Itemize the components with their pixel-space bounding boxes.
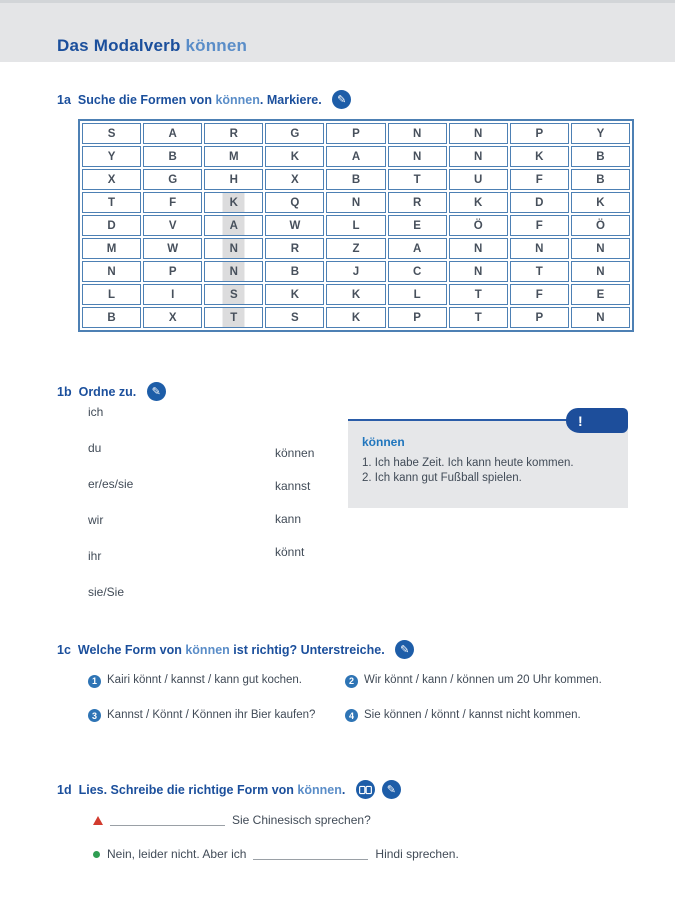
instruction-post: ist richtig? Unterstreiche. — [229, 642, 389, 657]
grid-cell: A — [326, 146, 385, 167]
grid-cell: N — [571, 307, 630, 328]
section-1d-instruction — [79, 783, 349, 797]
grid-row — [82, 238, 630, 259]
dialog-post-text: Sie Chinesisch sprechen? — [232, 813, 371, 827]
multiple-choice-item — [345, 709, 633, 723]
open-book-icon — [356, 780, 375, 799]
item-text: Kairi könnt / kannst / kann gut kochen. — [107, 674, 302, 686]
multiple-choice-item — [88, 674, 345, 688]
grid-cell: S — [265, 307, 324, 328]
grid-cell: A — [388, 238, 447, 259]
grid-cell: P — [143, 261, 202, 282]
grid-cell: D — [510, 192, 569, 213]
grid-cell: P — [510, 123, 569, 144]
grid-cell: S — [82, 123, 141, 144]
grid-row — [82, 146, 630, 167]
grid-cell: K — [204, 192, 263, 213]
grid-cell: N — [326, 192, 385, 213]
section-1a-number: 1a — [57, 92, 71, 107]
dialog-line — [93, 847, 459, 861]
multiple-choice-item — [88, 709, 345, 723]
pronoun-item: du — [88, 441, 102, 455]
grid-cell: D — [82, 215, 141, 236]
dialog-lines — [93, 813, 459, 881]
grid-row — [82, 215, 630, 236]
grid-cell: T — [449, 307, 508, 328]
speaker-bullet-icon — [93, 851, 100, 858]
item-number-badge: 3 — [88, 709, 101, 722]
grid-row — [82, 192, 630, 213]
exclamation-badge-icon — [566, 408, 628, 433]
grid-cell: A — [143, 123, 202, 144]
grid-cell: F — [510, 284, 569, 305]
grid-cell: K — [265, 284, 324, 305]
grid-cell: P — [510, 307, 569, 328]
item-number-badge: 2 — [345, 675, 358, 688]
grid-cell: N — [449, 261, 508, 282]
grid-cell: E — [388, 215, 447, 236]
grid-cell: B — [571, 169, 630, 190]
grid-body — [82, 123, 630, 328]
grid-cell: R — [388, 192, 447, 213]
instruction-accent: können — [215, 92, 260, 107]
grid-cell: X — [82, 169, 141, 190]
instruction-pre: Ordne zu. — [78, 384, 140, 399]
multiple-choice-items — [88, 674, 633, 722]
section-1a-instruction — [78, 93, 325, 107]
grid-cell: W — [143, 238, 202, 259]
grammar-infobox — [348, 412, 628, 508]
infobox-line: 1. Ich habe Zeit. Ich kann heute kommen. — [362, 457, 574, 469]
grid-cell: Y — [82, 146, 141, 167]
grid-cell: N — [388, 123, 447, 144]
grid-cell: B — [82, 307, 141, 328]
infobox-title: können — [362, 435, 405, 449]
grid-cell: F — [143, 192, 202, 213]
grid-cell: Q — [265, 192, 324, 213]
infobox-line: 2. Ich kann gut Fußball spielen. — [362, 472, 522, 484]
grid-cell: B — [571, 146, 630, 167]
verb-form-item: kannst — [275, 479, 311, 493]
section-1d-header — [57, 780, 401, 799]
grid-cell: K — [326, 307, 385, 328]
grid-cell: X — [143, 307, 202, 328]
pronoun-item: er/es/sie — [88, 477, 134, 491]
grid-cell: W — [265, 215, 324, 236]
grid-cell: N — [449, 146, 508, 167]
dialog-post-text: Hindi sprechen. — [375, 847, 459, 861]
page-title — [57, 36, 247, 56]
dialog-line — [93, 813, 459, 827]
grid-row — [82, 169, 630, 190]
grid-cell: N — [510, 238, 569, 259]
grid-cell: P — [388, 307, 447, 328]
instruction-accent: können — [185, 642, 230, 657]
grid-cell: F — [510, 215, 569, 236]
instruction-pre: Welche Form von — [77, 642, 186, 657]
grid-cell: C — [388, 261, 447, 282]
section-1b-instruction — [79, 385, 140, 399]
pronoun-item: ihr — [88, 549, 102, 563]
instruction-accent: können — [297, 782, 342, 797]
pronoun-list — [88, 405, 133, 621]
grid-cell: B — [326, 169, 385, 190]
grid-cell: Z — [326, 238, 385, 259]
grid-row — [82, 261, 630, 282]
pronoun-item: wir — [88, 513, 104, 527]
grid-cell: N — [449, 123, 508, 144]
section-1d-number: 1d — [57, 782, 72, 797]
grid-cell: E — [571, 284, 630, 305]
grid-cell: K — [265, 146, 324, 167]
grid-cell: J — [326, 261, 385, 282]
instruction-post: . — [341, 782, 349, 797]
word-search-grid — [78, 119, 634, 332]
grid-cell: S — [204, 284, 263, 305]
grid-cell: L — [82, 284, 141, 305]
section-1c-number: 1c — [57, 642, 71, 657]
grid-cell: K — [571, 192, 630, 213]
grid-cell: B — [143, 146, 202, 167]
instruction-post: . Markiere. — [259, 92, 326, 107]
grid-row — [82, 123, 630, 144]
grid-cell: R — [265, 238, 324, 259]
grid-cell: I — [143, 284, 202, 305]
multiple-choice-item — [345, 674, 633, 688]
grid-cell: K — [326, 284, 385, 305]
grid-row — [82, 284, 630, 305]
grid-cell: M — [204, 146, 263, 167]
section-1b-number: 1b — [57, 384, 72, 399]
grid-cell: P — [326, 123, 385, 144]
grid-cell: K — [449, 192, 508, 213]
item-number-badge: 1 — [88, 675, 101, 688]
grid-cell: G — [143, 169, 202, 190]
verb-form-item: können — [275, 446, 315, 460]
grid-cell: T — [204, 307, 263, 328]
grid-cell: M — [82, 238, 141, 259]
page-title-accent: können — [185, 36, 248, 55]
item-text: Sie können / könnt / kannst nicht kommen. — [364, 708, 581, 721]
item-number-badge: 4 — [345, 709, 358, 722]
grid-cell: Y — [571, 123, 630, 144]
pencil-icon: ✎ — [395, 640, 414, 659]
verb-forms-list — [275, 446, 314, 578]
grid-cell: N — [571, 261, 630, 282]
instruction-pre: Lies. Schreibe die richtige Form von — [78, 782, 298, 797]
verb-form-item: könnt — [275, 545, 305, 559]
grid-cell: T — [510, 261, 569, 282]
grid-cell: Ö — [571, 215, 630, 236]
pencil-icon: ✎ — [332, 90, 351, 109]
section-1c-instruction — [78, 643, 388, 657]
page-title-dark: Das Modalverb — [57, 36, 181, 55]
answer-blank[interactable] — [110, 814, 225, 826]
grid-cell: T — [82, 192, 141, 213]
item-text: Kannst / Könnt / Können ihr Bier kaufen? — [107, 708, 316, 721]
pencil-icon: ✎ — [147, 382, 166, 401]
instruction-pre: Suche die Formen von — [77, 92, 216, 107]
grid-cell: U — [449, 169, 508, 190]
grid-cell: A — [204, 215, 263, 236]
pronoun-item: sie/Sie — [88, 585, 125, 599]
grid-cell: N — [571, 238, 630, 259]
section-1c-header — [57, 640, 414, 659]
grid-cell: F — [510, 169, 569, 190]
grid-cell: X — [265, 169, 324, 190]
speaker-bullet-icon — [93, 816, 103, 825]
dialog-pre-text: Nein, leider nicht. Aber ich — [107, 847, 247, 861]
grid-cell: G — [265, 123, 324, 144]
section-1a-header — [57, 90, 351, 109]
grid-cell: V — [143, 215, 202, 236]
pronoun-item: ich — [88, 405, 104, 419]
infobox-lines — [348, 456, 628, 486]
item-text: Wir könnt / kann / können um 20 Uhr kommen. — [364, 674, 602, 686]
grid-cell: T — [449, 284, 508, 305]
grid-cell: N — [449, 238, 508, 259]
grid-cell: L — [326, 215, 385, 236]
pencil-icon: ✎ — [382, 780, 401, 799]
grid-cell: H — [204, 169, 263, 190]
grid-cell: N — [204, 238, 263, 259]
answer-blank[interactable] — [253, 848, 368, 860]
grid-cell: B — [265, 261, 324, 282]
verb-form-item: kann — [275, 512, 302, 526]
grid-cell: K — [510, 146, 569, 167]
grid-cell: N — [204, 261, 263, 282]
grid-cell: N — [82, 261, 141, 282]
badge-label: ! — [578, 412, 583, 429]
grid-cell: N — [388, 146, 447, 167]
grid-row — [82, 307, 630, 328]
grid-cell: L — [388, 284, 447, 305]
grid-cell: R — [204, 123, 263, 144]
grid-cell: Ö — [449, 215, 508, 236]
section-1b-header — [57, 382, 166, 401]
grid-cell: T — [388, 169, 447, 190]
